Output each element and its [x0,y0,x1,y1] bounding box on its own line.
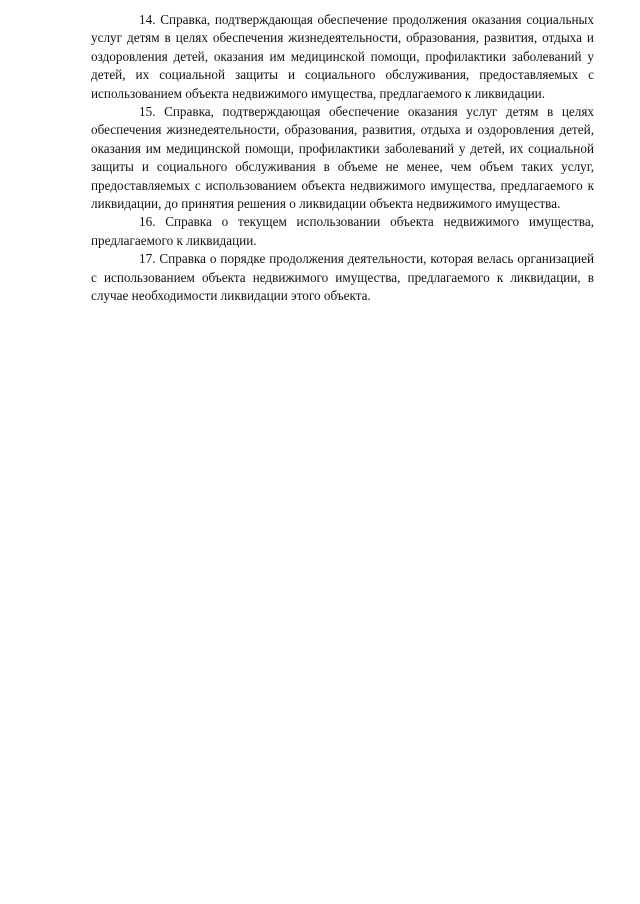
paragraph-14 [91,11,594,103]
paragraph-15-number: 15. [139,104,156,120]
paragraph-14-text: Справка, подтверждающая обеспечение продолжения оказания социальных услуг детям в целях обеспечения жизнедеятельности, образования, развития, отдыха и оздоровления детей, оказания им медицинской помощи, профилактики заболеваний у детей, их социальной защиты и социального обслуживания, предоставляемых с использованием объекта недвижимого имущества, предлагаемого к ликвидации. [91,12,594,101]
paragraph-17-number: 17. [139,251,156,267]
paragraph-16-number: 16. [139,214,156,230]
paragraph-17-text: Справка о порядке продолжения деятельности, которая велась организацией с использованием объекта недвижимого имущества, предлагаемого к ликвидации, в случае необходимости ликвидации этого объекта. [91,251,594,304]
paragraph-17 [91,250,594,305]
paragraph-15-text: Справка, подтверждающая обеспечение оказания услуг детям в целях обеспечения жизнедеятельности, образования, развития, отдыха и оздоровления детей, оказания им медицинской помощи, профилактики заболеваний у детей, их социальной защиты и социального обслуживания в объеме не менее, чем объем таких услуг, предоставляемых с использованием объекта недвижимого имущества, предлагаемого к ликвидации, до принятия решения о ликвидации объекта недвижимого имущества. [91,104,594,212]
paragraph-16 [91,213,594,250]
document-text-block [91,11,594,306]
paragraph-14-number: 14. [139,12,156,27]
paragraph-15 [91,103,594,213]
paragraph-16-text: Справка о текущем использовании объекта недвижимого имущества, предлагаемого к ликвидации. [91,214,594,248]
